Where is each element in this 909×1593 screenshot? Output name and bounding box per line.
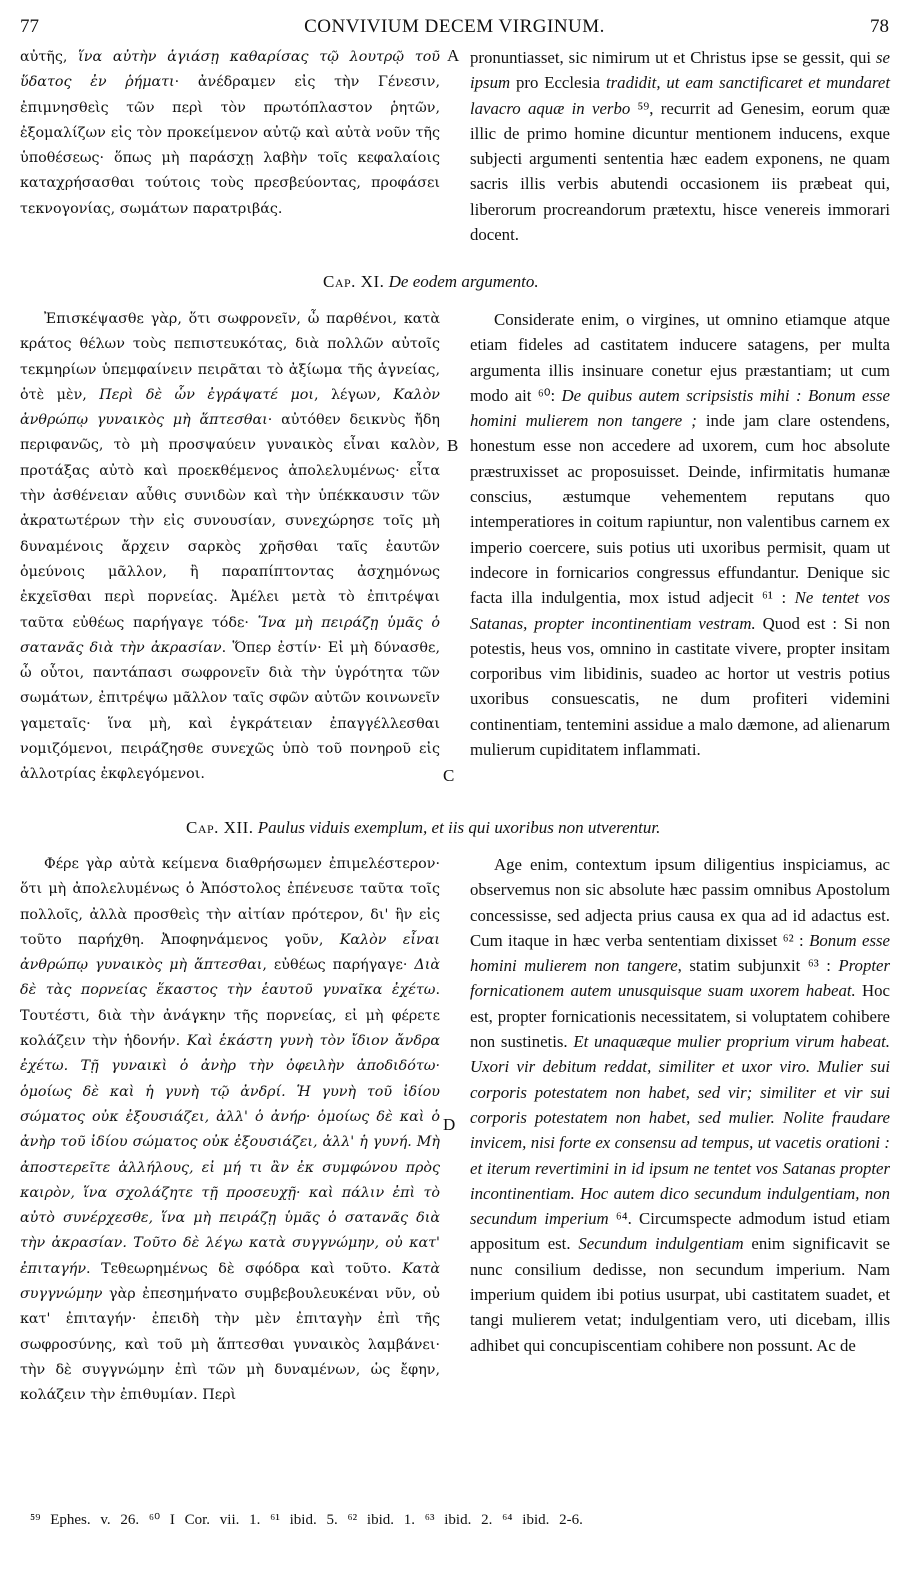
latin-paragraph (470, 307, 890, 762)
italic-text-run: Καλὸν εἶναι ἀνθρώπῳ γυναικὸς μὴ ἅπτεσθαι (20, 931, 440, 974)
text-run: , statim subjunxit ⁶³ : (677, 956, 839, 976)
latin-paragraph (470, 45, 890, 247)
text-run: Φέρε γὰρ αὐτὰ κείμενα διαθρήσωμεν ἐπιμελέστερον· ὅτι μὴ ἀπολελυμένως ὁ Ἀπόστολος ἐπένευσε ταῦτα τοῖς πολλοῖς, ἀλλὰ προσθεὶς τὴν αἰτίαν πρότερον, δι' ἣν εἰς τοῦτο παρήχθη. Ἀποφηνάμενος γοῦν, (20, 856, 440, 948)
text-run: . Τεθεωρημένως δὲ σφόδρα καὶ τοῦτο. (86, 1260, 403, 1277)
text-run: Considerate enim, o virgines, ut omnino etiamque atque etiam fideles ad castitatem inducere satagens, per multa argumenta illis insinuare conetur ejus præstantiam; ut cum modo ait ⁶⁰: (470, 310, 890, 405)
chapter-number: Cap. XI. (323, 272, 385, 291)
latin-column-block2 (470, 307, 890, 762)
text-run: . Ὅπερ ἐστίν· Εἰ μὴ δύνασθε, ὦ οὗτοι, παντάπασι σωφρονεῖν διὰ τὴν ὑγρότητα τῶν σωμάτων, ἐπιτρέψω μᾶλλον ταῖς σφῶν αὐτῶν κοινωνεῖν γαμεταῖς· ἵνα μὴ, καὶ ἐγκράτειαν ἐπαγγέλλεσθαι νομιζόμενοι, πειράζησθε συνεχῶς ὑπὸ τοῦ πονηροῦ εἰς ἀλλοτρίας ἐκφλεγόμενοι. (20, 639, 440, 783)
text-run: γὰρ ἐπεσημήνατο συμβεβουλευκέναι νῦν, οὐ κατ' ἐπιταγήν· ἐπειδὴ τὴν μὲν ἐπιταγὴν ἐπὶ τῆς σωφροσύνης, καὶ τοῦ μὴ ἅπτεσθαι γυναικὸς λαμβάνει· τὴν δὲ συγγνώμην ἐπὶ τῶν μὴ δυναμένων, ὡς ἔφην, κολάζειν τὴν ἐπιθυμίαν. Περὶ (20, 1286, 440, 1404)
running-header (18, 16, 891, 42)
text-run: Age enim, contextum ipsum diligentius inspiciamus, ac observemus non sic absolute hæc passim omnibus Apostolum concessisse, sed adjecta prius causa ex qua ad id adactus est. Cum itaque in hæc verba sententiam dixisset ⁶² : (470, 855, 890, 950)
latin-column-block1 (470, 45, 890, 247)
italic-text-run: Περὶ δὲ ὧν ἐγράψατέ μοι (99, 386, 314, 403)
greek-column-block1 (20, 45, 440, 222)
italic-text-run: Et unaquæque mulier proprium virum habeat. Uxori vir debitum reddat, similiter et uxor viro. Mulier sui corporis potestatem non habet, sed vir; similiter et vir sui corporis potestatem non habet, sed mulier. Nolite fraudare invicem, nisi forte ex consensu ad tempus, ut vacetis orationi : et iterum revertimini in id ipsum ne tentet vos Satanas propter incontinentiam. Hoc autem dico secundum indulgentiam, non secundum imperium (470, 1032, 890, 1229)
page-number-left: 77 (20, 16, 39, 37)
footnotes: ⁵⁹ Ephes. v. 26. ⁶⁰ I Cor. vii. 1. ⁶¹ ibid. 5. ⁶² ibid. 1. ⁶³ ibid. 2. ⁶⁴ ibid. 2-6. (30, 1512, 583, 1528)
greek-column-block2 (20, 307, 440, 788)
text-run: · αὐτόθεν δεικνὺς ἤδη περιφανῶς, τὸ μὴ προσψαύειν γυναικὸς εἶναι καλὸν, προτάξας αὐτὸ καὶ προεκθέμενος ἀπολελυμένως· εἶτα τὴν ἀσθένειαν αὖθις συνιδὼν καὶ τὴν ὑπέκκαυσιν τῶν ἀκρατωτέρων τὴν εἰς συνουσίαν, συνεχώρησε τοῖς μὴ δυναμένοις ἄρχειν σαρκὸς χρῆσθαι ταῖς ἑαυτῶν ὁμεύνοις μᾶλλον, ἢ παραπίπτοντας ἀσχημόνως ἐκχεῖσθαι περὶ πορνείας. Ἀμέλει μετὰ τὸ ἐπιτρέψαι ταῦτα εὐθέως παρήγαγε τόδε· (20, 412, 440, 631)
latin-column-block3 (470, 852, 890, 1358)
text-run: inde jam clare ostendens, honestum esse non accedere ad uxorem, cum hoc absolute præstruxisset ac proposuisset. Deinde, infirmitatis humanæ conscius, æstumque vehementem reputans quo intemperatiores in coitum rapiuntur, non valentibus carnem ex imperio coercere, suis potius uti uxoribus permisit, quam ut indecore in fornicarios congressus effundantur. Denique sic facta illa indulgentia, mox istud adjecit ⁶¹ : (470, 411, 890, 608)
page-number-right: 78 (870, 16, 889, 37)
chapter-title: Paulus viduis exemplum, et iis qui uxoribus non utverentur. (257, 818, 661, 837)
text-run: , recurrit ad Genesim, eorum quæ illic de primo homine dicuntur mentionem inducens, exque subjecti argumenti sententia hæc eadem exponens, ne quam sacris illis verbis abutendi occasionem iis præbeat qui, liberorum procreandorum prætextu, hisce venereis immorari docent. (470, 98, 890, 245)
text-run: Hoc est, propter fornicationis necessitatem, si voluptatem cohibere non sustinetis. (470, 981, 891, 1052)
margin-marker-b: B (447, 436, 459, 455)
italic-text-run: Ne tentet vos Satanas, propter incontinentiam vestram. (470, 588, 890, 633)
text-run: ⁵⁹ (630, 98, 650, 118)
text-run: ⁶⁴. Circumspecte admodum istud etiam appositum est. (470, 1209, 890, 1254)
greek-paragraph (20, 852, 440, 1409)
italic-text-run: Bonum esse homini mulierem non tangere (470, 930, 890, 976)
running-title: CONVIVIUM DECEM VIRGINUM. (304, 16, 605, 37)
text-run: , εὐθέως παρήγαγε· (262, 957, 415, 974)
italic-text-run: Secundum indulgentiam (578, 1234, 744, 1254)
greek-column-block3 (20, 852, 440, 1409)
text-run: αὐτῆς, (20, 49, 79, 65)
text-run: . Τουτέστι, διὰ τὴν ἀνάγκην τῆς πορνείας, εἰ μὴ φέρετε κολάζειν τὴν ἡδονήν. (20, 982, 440, 1050)
italic-text-run: se ipsum (470, 48, 890, 93)
italic-text-run: De quibus autem scripsistis mihi : Bonum esse homini mulierem non tangere ; (470, 385, 890, 431)
text-run: enim significavit se nunc consilium dedisse, non secundum imperium. Nam imperium quidem ibi potius usurpat, ubi castitatem suadet, et tangi mulierem vetat; indulgentiam vero, uti dicebam, illis adhibet qui concupiscentiam cohibere non possunt. Ac de (470, 1234, 890, 1355)
chapter-number: Cap. XII. (186, 818, 254, 837)
italic-text-run: Κατὰ συγγνώμην (20, 1260, 440, 1303)
greek-paragraph (20, 45, 440, 222)
text-run: Ἐπισκέψασθε γὰρ, ὅτι σωφρονεῖν, ὦ παρθένοι, κατὰ κράτος θέλων τοὺς πεπιστευκότας, διὰ πολλῶν αὐτοῖς τεκμηρίων ὑπεμφαίνειν πειρᾶται τὸ ἀξίωμα τῆς ἁγνείας, ὁτὲ μὲν, (20, 311, 440, 403)
italic-text-run: Ἵνα μὴ πειράζῃ ὑμᾶς ὁ σατανᾶς διὰ τὴν ἀκρασίαν (20, 614, 440, 656)
text-run: pro Ecclesia (510, 73, 606, 93)
margin-marker-a: A (447, 46, 460, 65)
chapter-heading-11 (323, 272, 539, 292)
italic-text-run: Διὰ δὲ τὰς πορνείας ἕκαστος τὴν ἑαυτοῦ γυναῖκα ἐχέτω (20, 957, 440, 999)
margin-marker-d: D (443, 1115, 456, 1134)
latin-paragraph (470, 852, 890, 1358)
italic-text-run: Καλὸν ἀνθρώπῳ γυναικὸς μὴ ἅπτεσθαι (20, 386, 440, 429)
text-run: pronuntiasset, sic nimirum ut et Christus ipse se gessit, qui (470, 48, 877, 67)
italic-text-run: Propter fornicationem autem unusquisque suam uxorem habeat. (470, 956, 890, 1001)
italic-text-run: tradidit, ut eam sanctificaret et mundaret lavacro aquæ in verbo (470, 73, 890, 118)
text-run: Quod est : Si non potestis, heus vos, omnino in castitate vivere, propter insitam corporibus vim libidinis, suadeo ac hortor ut vestris potius uxoribus consuescatis, ne dum profiteri videmini continentiam, tentemini assidue a malo dæmone, ad alienarum mulierum cupiditatem inflammati. (470, 613, 890, 760)
text-run: , λέγων, (313, 386, 394, 403)
italic-text-run: ἵνα αὐτὴν ἁγιάσῃ καθαρίσας τῷ λουτρῷ τοῦ ὕδατος ἐν ῥήματι (20, 49, 440, 91)
greek-paragraph (20, 307, 440, 788)
chapter-heading-12 (186, 818, 660, 838)
chapter-title: De eodem argumento. (388, 272, 539, 291)
italic-text-run: Καὶ ἑκάστη γυνὴ τὸν ἴδιον ἄνδρα ἐχέτω. Τῇ γυναικὶ ὁ ἀνὴρ τὴν ὀφειλὴν ἀποδιδότω· ὁμοίως δὲ καὶ ἡ γυνὴ τῷ ἀνδρί. Ἡ γυνὴ τοῦ ἰδίου σώματος οὐκ ἐξουσιάζει, ἀλλ' ὁ ἀνήρ· ὁμοίως δὲ καὶ ὁ ἀνὴρ τοῦ ἰδίου σώματος οὐκ ἐξουσιάζει, ἀλλ' ἡ γυνή. Μὴ ἀποστερεῖτε ἀλλήλους, εἰ μή τι ἂν ἐκ συμφώνου πρὸς καιρὸν, ἵνα σχολάζητε τῇ προσευχῇ· καὶ πάλιν ἐπὶ τὸ αὐτὸ συνέρχεσθε, ἵνα μὴ πειράζῃ ὑμᾶς ὁ σατανᾶς διὰ τὴν ἀκρασίαν. Τοῦτο δὲ λέγω κατὰ συγγνώμην, οὐ κατ' ἐπιταγήν (20, 1033, 440, 1277)
text-run: · ἀνέδραμεν εἰς τὴν Γένεσιν, ἐπιμνησθεὶς τῶν περὶ τὸν πρωτόπλαστον ῥητῶν, ἐξομαλίζων εἰς τὸν προκείμενον αὐτῷ καὶ αὐτὰ νοῦν τῆς ὑποθέσεως· ὅπως μὴ παράσχῃ λαβὴν τοῖς κεφαλαίοις καταχρήσασθαι τούτοις τοὺς πρεσβεύοντας, προφάσει τεκνογονίας, σωμάτων παρατριβάς. (20, 74, 440, 217)
margin-marker-c: C (443, 766, 455, 785)
